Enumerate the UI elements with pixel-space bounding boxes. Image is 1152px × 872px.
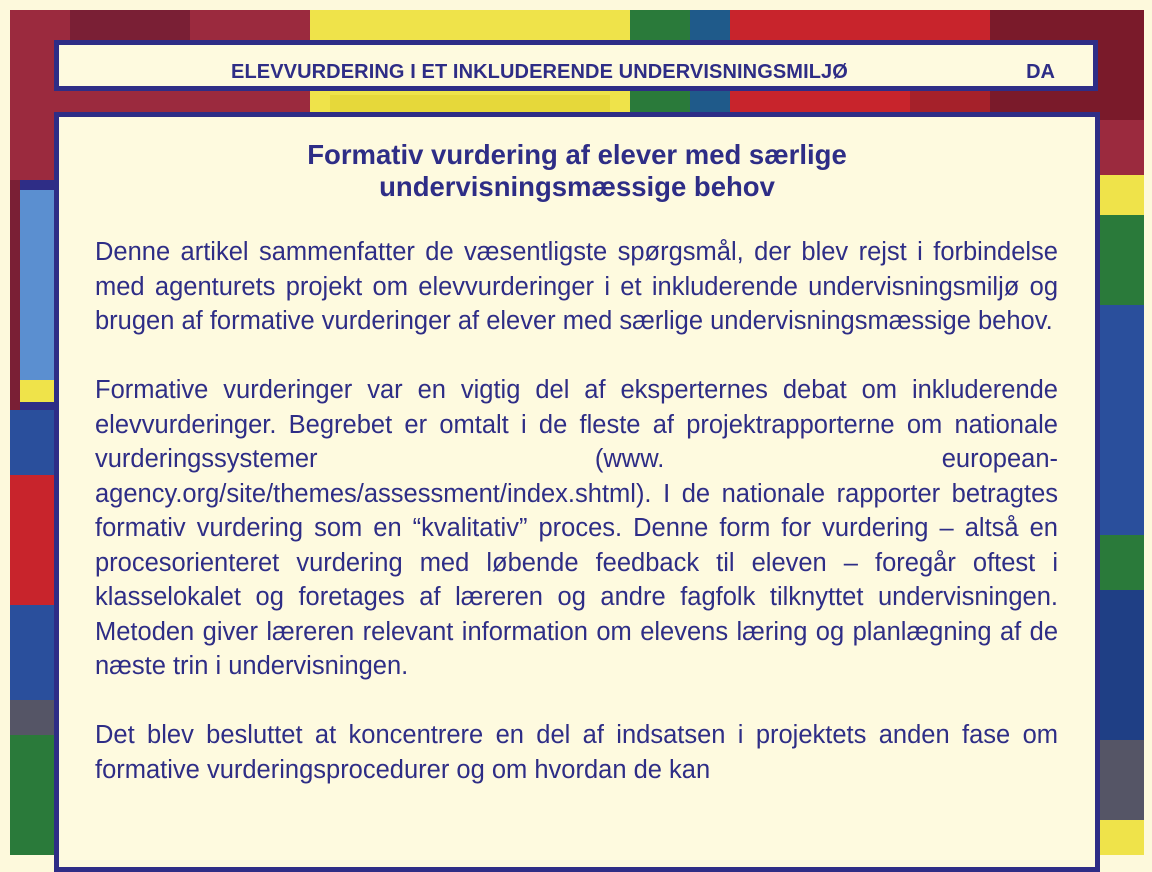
article-body [95,235,1058,822]
article-title-line-1: Formativ vurdering af elever med særlige [307,139,847,170]
paragraph: Denne artikel sammenfatter de væsentligste spørgsmål, der blev rejst i forbindelse med agenturets projekt om elevvurderinger i et inkluderende undervisningsmiljø og brugen af formative vurderinger af elever med særlige undervisningsmæssige behov. [95,238,1058,335]
language-code: DA [1026,61,1055,83]
paragraph: Formative vurderinger var en vigtig del af eksperternes debat om inkluderende elevvurderinger. Begrebet er omtalt i de fleste af projektrapporterne om nationale vurderingssystemer (www. european-agency.org/site/themes/assessment/index.shtml). I de nationale rapporter betragtes formativ vurdering som en “kvalitativ” proces. Denne form for vurdering – altså en procesorienteret vurdering med løbende feedback til eleven – foregår oftest i klasselokalet og foretages af læreren og andre fagfolk tilknyttet undervisningen. Metoden giver læreren relevant information om elevens læring og planlægning af de næste trin i undervisningen. [95,376,1058,680]
article-title [59,139,1095,203]
article-panel [54,112,1100,872]
paragraph: Det blev besluttet at koncentrere en del af indsatsen i projektets anden fase om formative vurderingsprocedurer og om hvordan de kan [95,721,1058,784]
article-title-line-2: undervisningsmæssige behov [379,171,775,202]
header-title: ELEVVURDERING I ET INKLUDERENDE UNDERVISNINGSMILJØ [231,61,848,83]
header-banner [54,40,1098,91]
